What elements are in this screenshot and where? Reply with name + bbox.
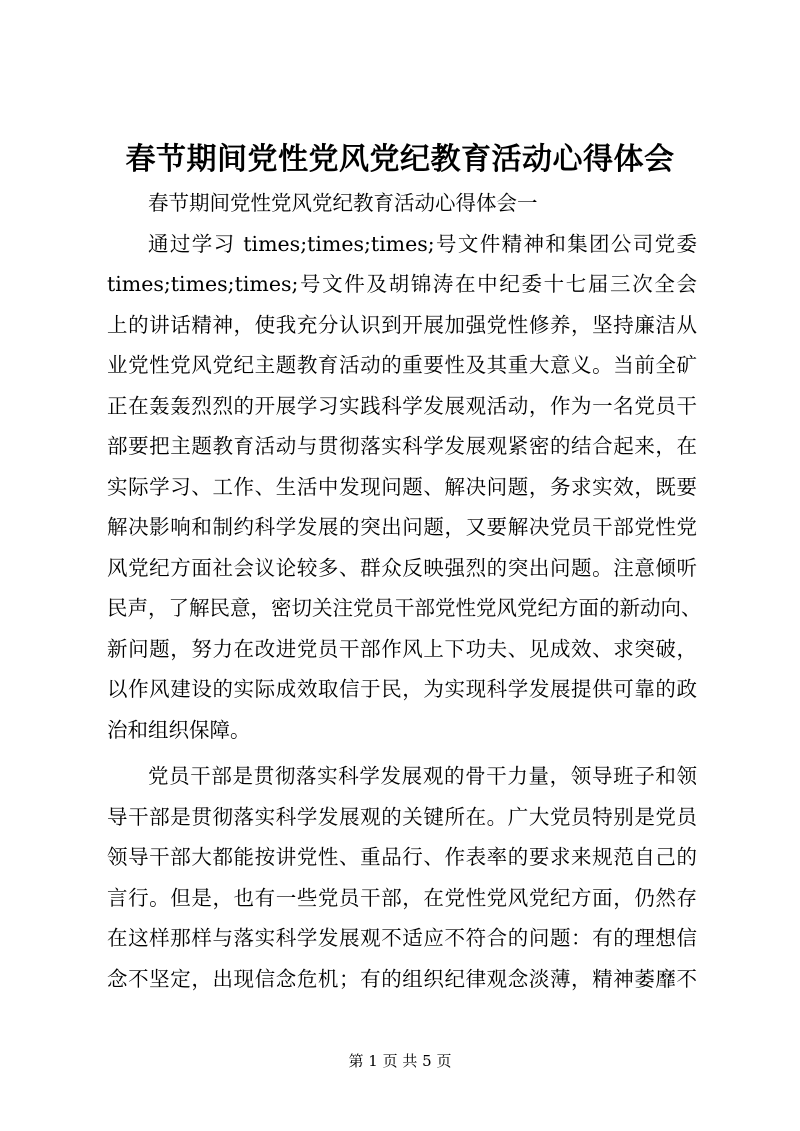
- paragraph-1-line: 业党性党风党纪主题教育活动的重要性及其重大意义。当前全矿: [107, 353, 697, 377]
- paragraph-1-line: 治和组织保障。: [107, 717, 251, 742]
- paragraph-1-line: 民声，了解民意，密切关注党员干部党性党风党纪方面的新动向、: [107, 596, 702, 620]
- paragraph-1-line: 以作风建设的实际成效取信于民，为实现科学发展提供可靠的政: [107, 677, 697, 701]
- document-subtitle: 春节期间党性党风党纪教育活动心得体会一: [148, 191, 538, 215]
- document-body: [107, 183, 702, 999]
- paragraph-1-line: 实际学习、工作、生活中发现问题、解决问题，务求实效，既要: [107, 474, 697, 499]
- page-number-footer: 第 1 页 共 5 页: [348, 1052, 452, 1070]
- paragraph-1-line: 部要把主题教育活动与贯彻落实科学发展观紧密的结合起来，在: [107, 434, 697, 458]
- paragraph-2-line: 言行。但是，也有一些党员干部，在党性党风党纪方面，仍然存: [107, 885, 697, 910]
- document-title: 春节期间党性党风党纪教育活动心得体会: [125, 142, 675, 177]
- paragraph-1-line: times;times;times;号文件及胡锦涛在中纪委十七届三次全会: [107, 272, 697, 296]
- paragraph-1-line: 新问题，努力在改进党员干部作风上下功夫、见成效、求突破，: [107, 636, 697, 661]
- paragraph-1-line: 上的讲话精神，使我充分认识到开展加强党性修养，坚持廉洁从: [107, 312, 697, 337]
- paragraph-2-line: 党员干部是贯彻落实科学发展观的骨干力量，领导班子和领: [148, 764, 697, 788]
- paragraph-1-line: 解决影响和制约科学发展的突出问题，又要解决党员干部党性党: [107, 515, 697, 539]
- paragraph-2-line: 领导干部大都能按讲党性、重品行、作表率的要求来规范自己的: [107, 845, 697, 869]
- paragraph-2-line: 导干部是贯彻落实科学发展观的关键所在。广大党员特别是党员: [107, 804, 697, 829]
- paragraph-1-line: 正在轰轰烈烈的开展学习实践科学发展观活动，作为一名党员干: [107, 393, 697, 418]
- paragraph-1-line: 风党纪方面社会议论较多、群众反映强烈的突出问题。注意倾听: [107, 555, 697, 580]
- paragraph-2-line: 在这样那样与落实科学发展观不适应不符合的问题：有的理想信: [107, 926, 697, 950]
- paragraph-2-line: 念不坚定，出现信念危机；有的组织纪律观念淡薄，精神萎靡不: [107, 966, 697, 991]
- paragraph-1-line: 通过学习 times;times;times;号文件精神和集团公司党委: [148, 231, 697, 256]
